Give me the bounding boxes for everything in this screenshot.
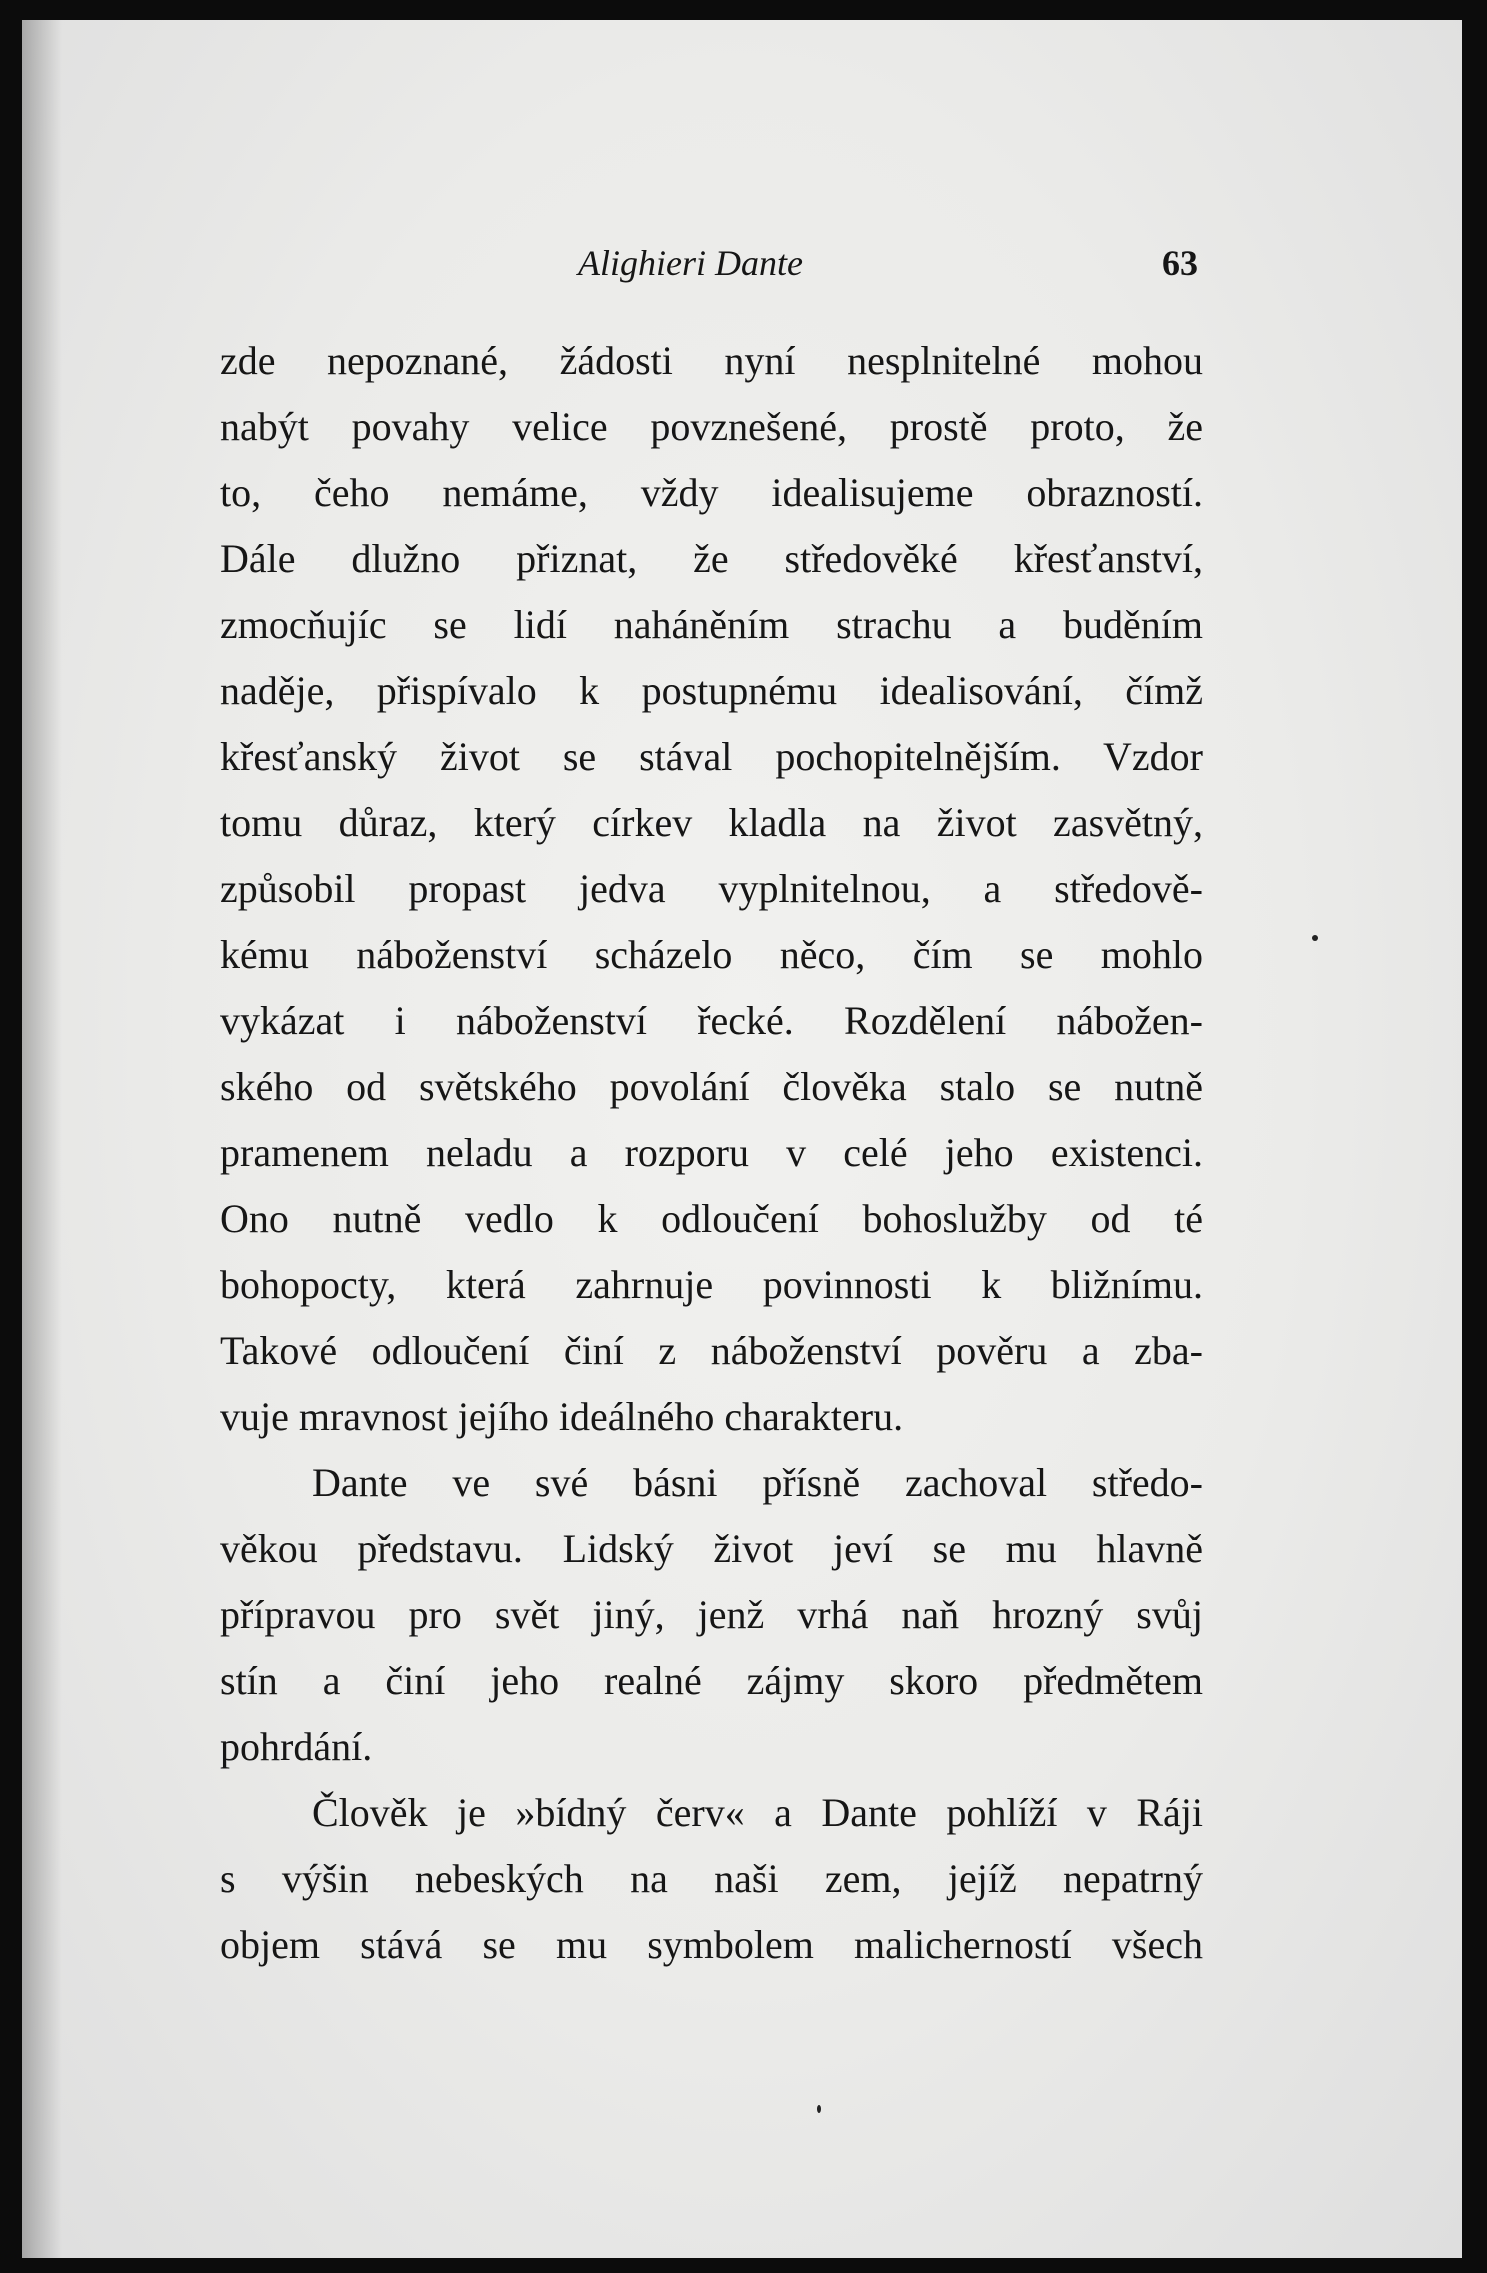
ink-speck — [817, 2105, 821, 2113]
text-line: Člověk je »bídný červ« a Dante pohlíží v Ráji — [312, 1790, 1203, 1835]
text-line: přípravou pro svět jiný, jenž vrhá naň hrozný svůj — [220, 1592, 1203, 1637]
text-line: vykázat i náboženství řecké. Rozdělení nábožen- — [220, 998, 1203, 1043]
text-line: kému náboženství scházelo něco, čím se mohlo — [220, 932, 1203, 977]
text-line: stín a činí jeho realné zájmy skoro předmětem — [220, 1658, 1203, 1703]
text-line: objem stává se mu symbolem malicherností všech — [220, 1922, 1203, 1967]
text-line: zde nepoznané, žádosti nyní nesplnitelné mohou — [220, 338, 1203, 383]
page-header — [22, 238, 1462, 288]
ink-speck — [1312, 935, 1318, 941]
text-line: způsobil propast jedva vyplnitelnou, a středově- — [220, 866, 1203, 911]
running-title: Alighieri Dante — [578, 243, 803, 283]
text-line: Dante ve své básni přísně zachoval středo- — [312, 1460, 1203, 1505]
paragraph-2 — [220, 1450, 1203, 1516]
paragraph-3-cont — [220, 1846, 1203, 1978]
text-line: vuje mravnost jejího ideálného charakteru. — [220, 1394, 904, 1439]
text-line: Ono nutně vedlo k odloučení bohoslužby od té — [220, 1196, 1203, 1241]
text-line: ského od světského povolání člověka stalo se nutně — [220, 1064, 1203, 1109]
text-line: naděje, přispívalo k postupnému idealisování, čímž — [220, 668, 1203, 713]
text-line: Takové odloučení činí z náboženství pověru a zba- — [220, 1328, 1203, 1373]
text-line: pohrdání. — [220, 1724, 373, 1769]
text-line: Dále dlužno přiznat, že středověké křesťanství, — [220, 536, 1203, 581]
binding-shadow — [22, 20, 62, 2258]
paper-sheet — [22, 20, 1462, 2258]
paragraph-3 — [220, 1780, 1203, 1846]
paragraph-1 — [220, 328, 1203, 1450]
paragraph-2-cont — [220, 1516, 1203, 1780]
text-line: nabýt povahy velice povznešené, prostě proto, že — [220, 404, 1203, 449]
text-line: to, čeho nemáme, vždy idealisujeme obrazností. — [220, 470, 1203, 515]
body-text — [220, 328, 1203, 1978]
text-line: s výšin nebeských na naši zem, jejíž nepatrný — [220, 1856, 1203, 1901]
text-line: tomu důraz, který církev kladla na život zasvětný, — [220, 800, 1203, 845]
page-number: 63 — [1162, 243, 1198, 283]
text-line: pramenem neladu a rozporu v celé jeho existenci. — [220, 1130, 1203, 1175]
text-line: zmocňujíc se lidí naháněním strachu a buděním — [220, 602, 1203, 647]
text-line: věkou představu. Lidský život jeví se mu hlavně — [220, 1526, 1203, 1571]
text-line: bohopocty, která zahrnuje povinnosti k bližnímu. — [220, 1262, 1203, 1307]
text-line: křesťanský život se stával pochopitelnějším. Vzdor — [220, 734, 1203, 779]
